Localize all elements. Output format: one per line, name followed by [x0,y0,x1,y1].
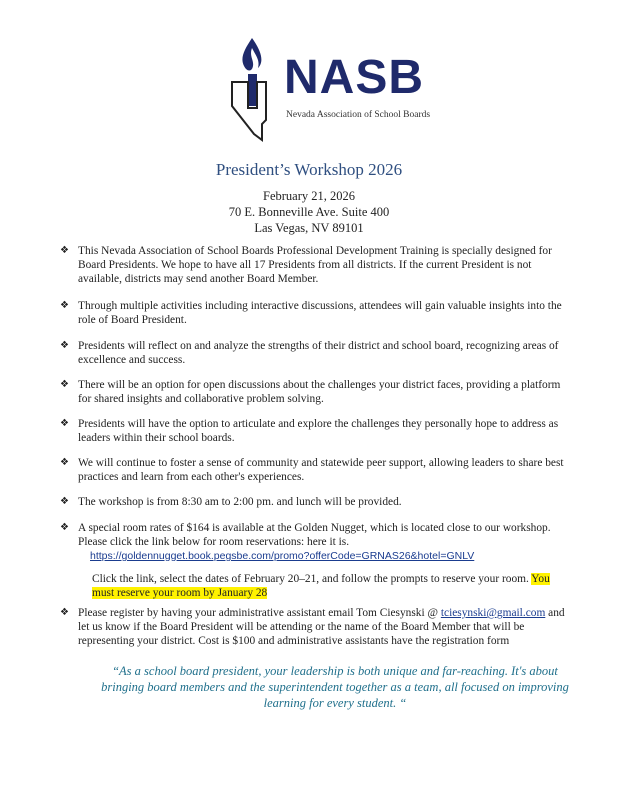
president-quote: “As a school board president, your leadership is both unique and far-reaching. It's about bringing board members and the superintendent together as a team, all focused on improving learning for every student. “ [101,664,569,710]
deadline-highlight: You must reserve your room by January 28 [92,573,550,599]
event-address-line1: 70 E. Bonneville Ave. Suite 400 [228,205,390,219]
diamond-bullet-icon: ❖ [60,607,69,618]
reservation-instructions: Click the link, select the dates of February 20–21, and follow the prompts to reserve your room. You must reserve your room by January 28 [92,573,550,599]
email-link[interactable]: tciesynski@gmail.com [440,607,546,619]
logo-wordmark: NASB [284,51,425,104]
diamond-bullet-icon: ❖ [60,340,69,351]
diamond-bullet-icon: ❖ [60,300,69,311]
logo-subtitle: Nevada Association of School Boards [286,110,431,120]
diamond-bullet-icon: ❖ [60,457,69,468]
diamond-bullet-icon: ❖ [60,496,69,507]
event-date: February 21, 2026 [263,189,355,203]
nasb-logo [222,36,462,146]
diamond-bullet-icon: ❖ [60,522,69,533]
event-address-line2: Las Vegas, NV 89101 [254,221,364,235]
diamond-bullet-icon: ❖ [60,418,69,429]
diamond-bullet-icon: ❖ [60,379,69,390]
diamond-bullet-icon: ❖ [60,245,69,256]
event-info [0,188,618,236]
nevada-torch-icon [222,36,282,146]
page-title: President’s Workshop 2026 [215,160,403,179]
hotel-reservation-link[interactable]: https://goldennugget.book.pegsbe.com/promo?offerCode=GRNAS26&hotel=GNLV [90,550,475,562]
